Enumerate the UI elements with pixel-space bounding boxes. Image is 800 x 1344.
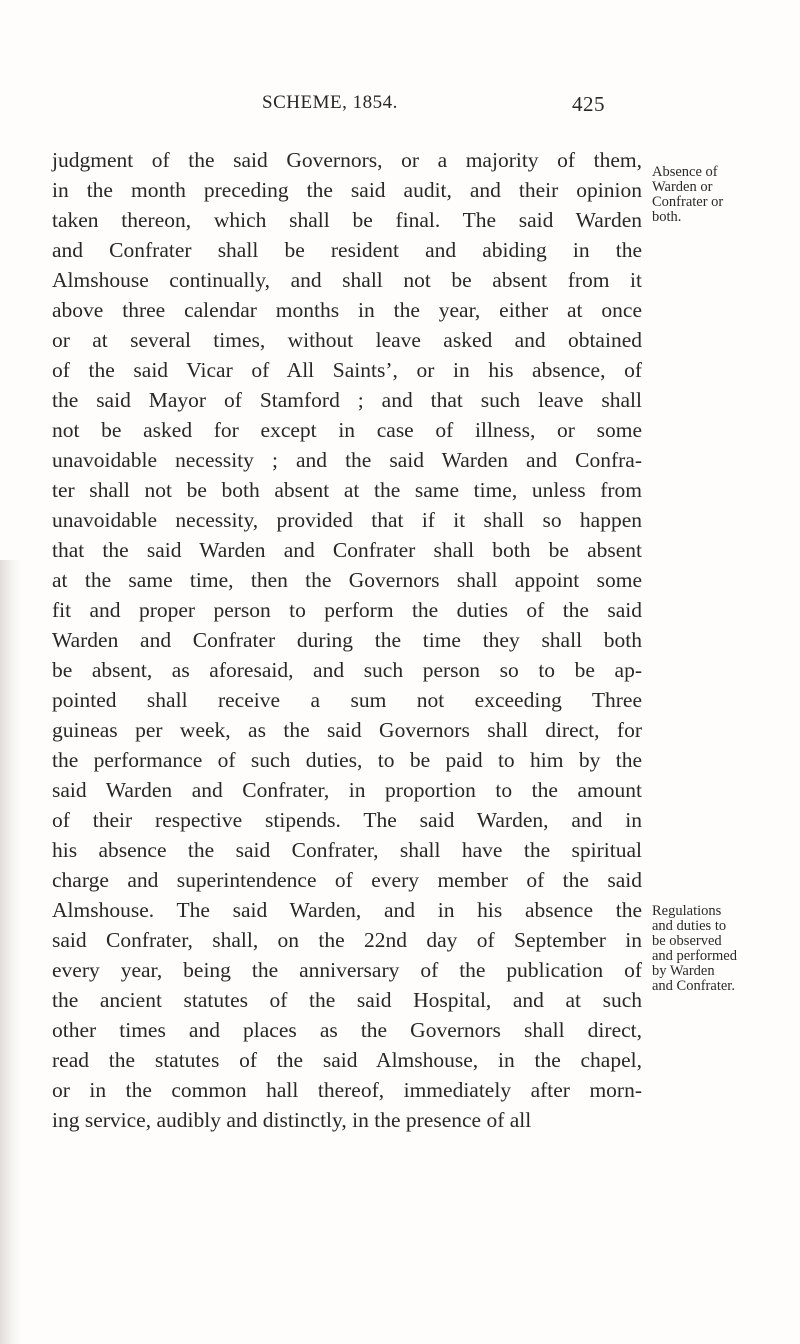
body-line: of their respective stipends. The said Warden, and in [52, 808, 642, 832]
page-edge-shadow [0, 560, 22, 1344]
body-line: the ancient statutes of the said Hospital, and at such [52, 988, 642, 1012]
running-title: SCHEME, 1854. [262, 92, 398, 113]
body-line: the performance of such duties, to be paid to him by the [52, 748, 642, 772]
body-line: taken thereon, which shall be final. The said Warden [52, 208, 642, 232]
body-line: ter shall not be both absent at the same time, unless from [52, 478, 642, 502]
body-line: above three calendar months in the year, either at once [52, 298, 642, 322]
marginal-note-line: Absence of [652, 164, 718, 180]
marginal-note-line: be observed [652, 933, 722, 949]
body-line: Almshouse. The said Warden, and in his absence the [52, 898, 642, 922]
marginal-note-absence [652, 165, 792, 225]
body-line: fit and proper person to perform the duties of the said [52, 598, 642, 622]
body-line: in the month preceding the said audit, and their opinion [52, 178, 642, 202]
marginal-note-line: both. [652, 209, 682, 225]
marginal-note-line: and Confrater. [652, 978, 735, 994]
marginal-note-line: and performed [652, 948, 737, 964]
body-line: at the same time, then the Governors shall appoint some [52, 568, 642, 592]
body-line: unavoidable necessity, provided that if it shall so happen [52, 508, 642, 532]
body-line: the said Mayor of Stamford ; and that such leave shall [52, 388, 642, 412]
body-text [52, 145, 642, 1135]
body-line: pointed shall receive a sum not exceeding Three [52, 688, 642, 712]
body-line: his absence the said Confrater, shall have the spiritual [52, 838, 642, 862]
body-line: every year, being the anniversary of the publication of [52, 958, 642, 982]
marginal-note-line: Regulations [652, 903, 722, 919]
running-head [262, 92, 642, 122]
body-line: unavoidable necessity ; and the said Warden and Confra- [52, 448, 642, 472]
marginal-note-line: and duties to [652, 918, 727, 934]
marginal-note-line: Confrater or [652, 194, 724, 210]
body-line: and Confrater shall be resident and abiding in the [52, 238, 642, 262]
body-line: said Confrater, shall, on the 22nd day of September in [52, 928, 642, 952]
body-line: read the statutes of the said Almshouse, in the chapel, [52, 1048, 642, 1072]
body-line: not be asked for except in case of illness, or some [52, 418, 642, 442]
body-line: said Warden and Confrater, in proportion to the amount [52, 778, 642, 802]
body-line: that the said Warden and Confrater shall both be absent [52, 538, 642, 562]
body-line: judgment of the said Governors, or a majority of them, [52, 148, 642, 172]
page-number: 425 [572, 92, 605, 116]
body-line: or at several times, without leave asked and obtained [52, 328, 642, 352]
body-line: of the said Vicar of All Saints’, or in his absence, of [52, 358, 642, 382]
body-line: Warden and Confrater during the time they shall both [52, 628, 642, 652]
marginal-note-line: Warden or [652, 179, 713, 195]
body-line: guineas per week, as the said Governors shall direct, for [52, 718, 642, 742]
body-line: other times and places as the Governors shall direct, [52, 1018, 642, 1042]
body-line: be absent, as aforesaid, and such person so to be ap- [52, 658, 642, 682]
body-line: ing service, audibly and distinctly, in the presence of all [52, 1108, 532, 1132]
marginal-note-regulations [652, 904, 792, 994]
body-line: Almshouse continually, and shall not be absent from it [52, 268, 642, 292]
body-line: or in the common hall thereof, immediately after morn- [52, 1078, 642, 1102]
body-line: charge and superintendence of every member of the said [52, 868, 642, 892]
marginal-note-line: by Warden [652, 963, 715, 979]
